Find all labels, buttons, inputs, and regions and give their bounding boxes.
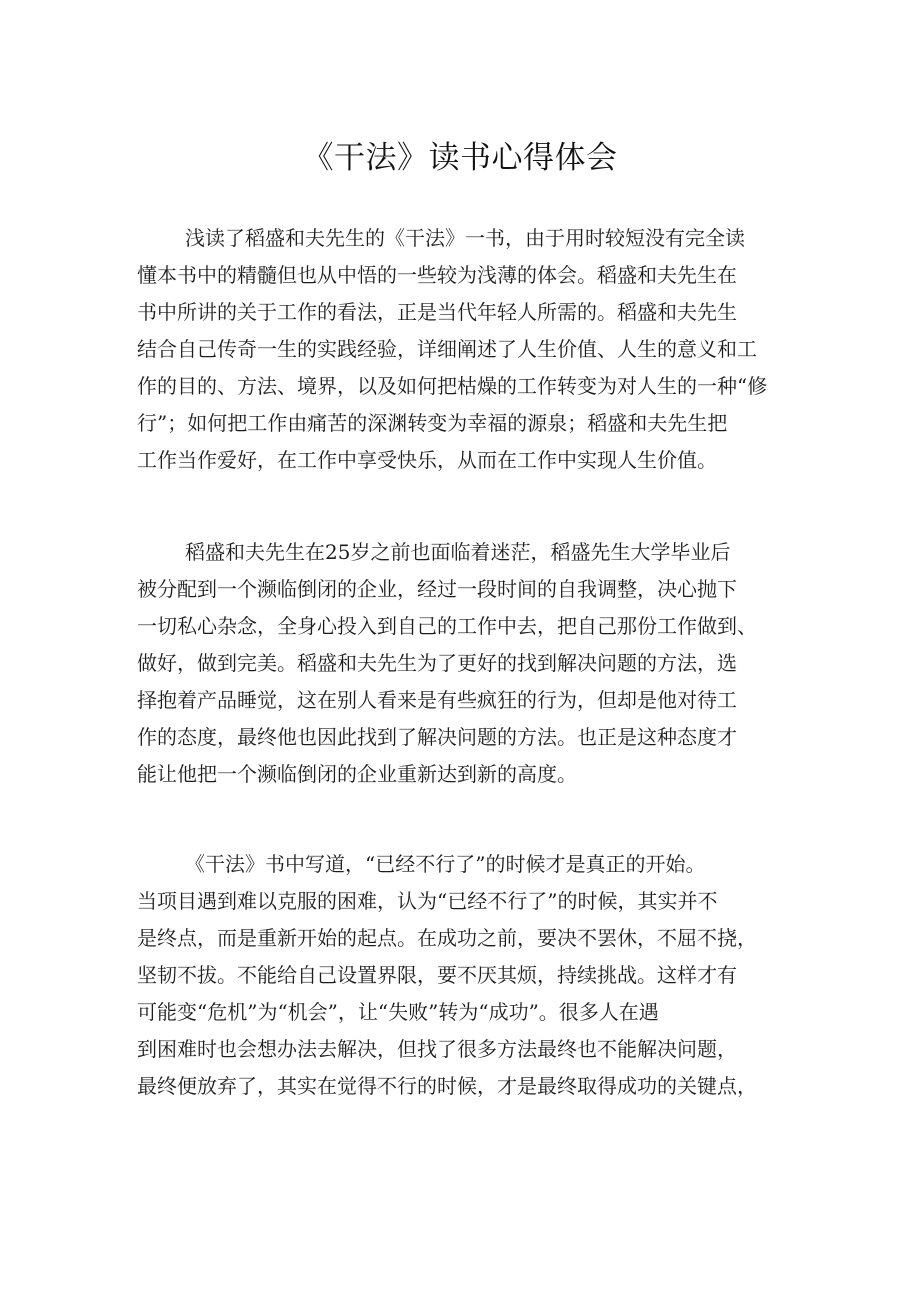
paragraph-line: 做好，做到完美。稻盛和夫先生为了更好的找到解决问题的方法，选: [137, 651, 737, 675]
paragraph-line: 能让他把一个濒临倒闭的企业重新达到新的高度。: [137, 762, 577, 786]
paragraph-1: [137, 220, 797, 479]
paragraph-line: 到困难时也会想办法去解决，但找了很多方法最终也不能解决问题，: [137, 1037, 737, 1061]
paragraph-line: 一切私心杂念，全身心投入到自己的工作中去，把自己那份工作做到、: [137, 614, 757, 638]
paragraph-line: 被分配到一个濒临倒闭的企业，经过一段时间的自我调整，决心抛下: [137, 577, 737, 601]
paragraph-line: 《干法》书中写道，“已经不行了”的时候才是真正的开始。: [185, 852, 706, 876]
paragraph-line: 懂本书中的精髓但也从中悟的一些较为浅薄的体会。稻盛和夫先生在: [137, 263, 737, 287]
paragraph-line: 作的态度，最终他也因此找到了解决问题的方法。也正是这种态度才: [137, 725, 737, 749]
paragraph-line: 浅读了稻盛和夫先生的《干法》一书，由于用时较短没有完全读: [185, 226, 745, 250]
paragraph-line: 当项目遇到难以克服的困难，认为“已经不行了”的时候，其实并不: [137, 889, 718, 913]
paragraph-line: 结合自己传奇一生的实践经验，详细阐述了人生价值、人生的意义和工: [137, 337, 757, 361]
paragraph-line: 行”；如何把工作由痛苦的深渊转变为幸福的源泉；稻盛和夫先生把: [137, 411, 728, 435]
paragraph-line: 稻盛和夫先生在25岁之前也面临着迷茫，稻盛先生大学毕业后: [185, 540, 731, 564]
paragraph-line: 坚韧不拔。不能给自己设置界限，要不厌其烦，持续挑战。这样才有: [137, 963, 737, 987]
paragraph-line: 可能变“危机”为“机会”，让“失败”转为“成功”。很多人在遇: [137, 1000, 659, 1024]
paragraph-line: 是终点，而是重新开始的起点。在成功之前，要决不罢休，不屈不挠，: [137, 926, 757, 950]
paragraph-line: 作的目的、方法、境界，以及如何把枯燥的工作转变为对人生的一种“修: [137, 374, 768, 398]
paragraph-2: [137, 534, 797, 793]
paragraph-3: [137, 846, 797, 1105]
paragraph-line: 择抱着产品睡觉，这在别人看来是有些疯狂的行为，但却是他对待工: [137, 688, 737, 712]
paragraph-line: 最终便放弃了，其实在觉得不行的时候，才是最终取得成功的关键点，: [137, 1074, 757, 1098]
document-title: 《干法》读书心得体会: [302, 140, 618, 176]
paragraph-line: 书中所讲的关于工作的看法，正是当代年轻人所需的。稻盛和夫先生: [137, 300, 737, 324]
paragraph-line: 工作当作爱好，在工作中享受快乐，从而在工作中实现人生价值。: [137, 448, 717, 472]
